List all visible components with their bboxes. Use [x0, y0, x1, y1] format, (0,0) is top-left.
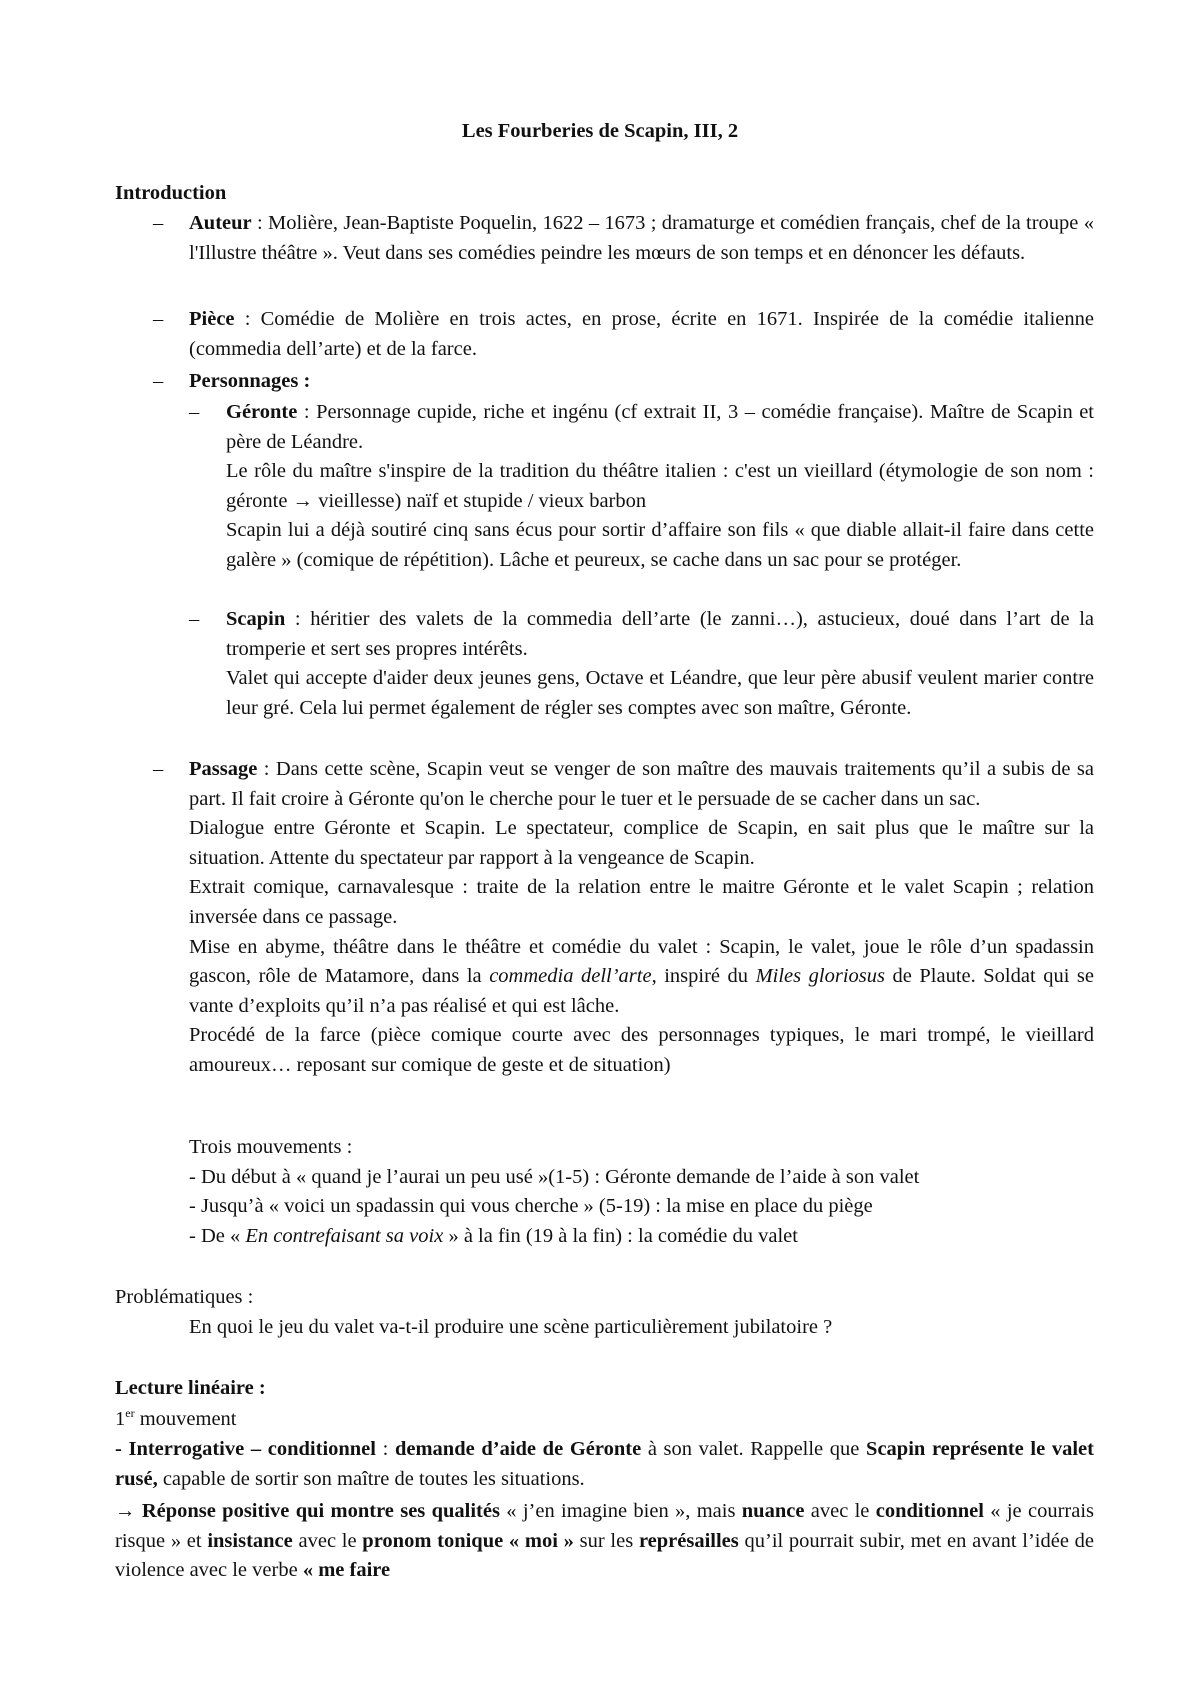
mouvements-heading: Trois mouvements : [189, 1136, 353, 1158]
auteur-item [189, 209, 1094, 268]
problematique-question: En quoi le jeu du valet va-t-il produire une scène particulièrement jubilatoire ? [189, 1316, 833, 1338]
passage-item [189, 755, 1094, 1081]
geronte-p1 [226, 398, 1094, 457]
page-title: Les Fourberies de Scapin, III, 2 [461, 120, 739, 142]
bullet-dash: – [189, 401, 200, 423]
mouvements-block [189, 1133, 1094, 1251]
auteur-label: Auteur [189, 212, 252, 234]
scapin-item [226, 605, 1094, 723]
geronte-p3: Scapin lui a déjà soutiré cinq sans écus pour sortir d’affaire son fils « que diable allait-il faire dans cette galère » (comique de répétition). Lâche et peureux, se cache dans un sac pour se protéger. [226, 519, 1094, 571]
piece-label: Pièce [189, 308, 235, 330]
introduction-heading: Introduction [115, 182, 227, 204]
passage-p4: Mise en abyme, théâtre dans le théâtre et comédie du valet : Scapin, le valet, joue le rôle d’un spadassin gascon, rôle de Matamore, dans la commedia dell’arte, inspiré du Miles gloriosus de Plaute. Soldat qui se vante d’exploits qu’il n’a pas réalisé et qui est lâche. [189, 935, 1095, 1017]
passage-p5: Procédé de la farce (pièce comique courte avec des personnages typiques, le mari trompé, le vieillard amoureux… reposant sur comique de geste et de situation) [189, 1024, 1094, 1076]
bullet-dash: – [153, 212, 164, 234]
passage-p1 [189, 755, 1094, 814]
geronte-label: Géronte [226, 401, 298, 423]
scapin-p1 [226, 605, 1094, 664]
bullet-dash: – [153, 758, 164, 780]
geronte-item [226, 398, 1094, 576]
scapin-text: : héritier des valets de la commedia dell’arte (le zanni…), astucieux, doué dans l’art de la tromperie et sert ses propres intérêts. [226, 608, 1094, 660]
auteur-text: : Molière, Jean-Baptiste Poquelin, 1622 – 1673 ; dramaturge et comédien français, chef de la troupe « l'Illustre théâtre ». Veut dans ses comédies peindre les mœurs de son temps et en dénoncer les défauts. [189, 212, 1094, 264]
geronte-text: : Personnage cupide, riche et ingénu (cf extrait II, 3 – comédie française). Maître de Scapin et père de Léandre. [226, 401, 1094, 453]
passage-p2: Dialogue entre Géronte et Scapin. Le spectateur, complice de Scapin, en sait plus que le maître sur la situation. Attente du spectateur par rapport à la vengeance de Scapin. [189, 817, 1094, 869]
bullet-dash: – [153, 370, 164, 392]
bullet-dash: – [153, 308, 164, 330]
lecture-paragraph-2: → Réponse positive qui montre ses qualités « j’en imagine bien », mais nuance avec le conditionnel « je courrais risque » et insistance avec le pronom tonique « moi » sur les représailles qu’il pourrait subir, met en avant l’idée de violence avec le verbe « me faire [115, 1500, 1094, 1582]
personnages-label: Personnages : [189, 370, 311, 392]
passage-text: : Dans cette scène, Scapin veut se venger de son maître des mauvais traitements qu’il a subis de sa part. Il fait croire à Géronte qu'on le cherche pour le tuer et le persuade de se cacher dans un sac. [189, 758, 1094, 810]
lecture-paragraph-1: - Interrogative – conditionnel : demande d’aide de Géronte à son valet. Rappelle que Scapin représente le valet rusé, capable de sortir son maître de toutes les situations. [115, 1438, 1094, 1490]
lecture-heading: Lecture linéaire : [115, 1377, 266, 1399]
bullet-dash: – [189, 608, 200, 630]
mouvement-2: - Jusqu’à « voici un spadassin qui vous cherche » (5-19) : la mise en place du piège [189, 1195, 873, 1218]
passage-p3: Extrait comique, carnavalesque : traite de la relation entre le maitre Géronte et le valet Scapin ; relation inversée dans ce passage. [189, 876, 1094, 928]
passage-label: Passage [189, 758, 258, 780]
problematiques-heading: Problématiques : [115, 1286, 254, 1308]
piece-text: : Comédie de Molière en trois actes, en prose, écrite en 1671. Inspirée de la comédie italienne (commedia dell’arte) et de la farce. [189, 308, 1094, 360]
scapin-p2: Valet qui accepte d'aider deux jeunes gens, Octave et Léandre, que leur père abusif veulent marier contre leur gré. Cela lui permet également de régler ses comptes avec son maître, Géronte. [226, 667, 1094, 719]
piece-item [189, 305, 1094, 364]
mouvement-3: - De « En contrefaisant sa voix » à la fin (19 à la fin) : la comédie du valet [189, 1224, 798, 1247]
geronte-p2: Le rôle du maître s'inspire de la tradition du théâtre italien : c'est un vieillard (étymologie de son nom : géronte → vieillesse) naïf et stupide / vieux barbon [226, 460, 1094, 512]
mouvement-subheading: 1er mouvement [115, 1406, 237, 1430]
mouvement-1: - Du début à « quand je l’aurai un peu usé »(1-5) : Géronte demande de l’aide à son valet [189, 1165, 920, 1188]
scapin-label: Scapin [226, 608, 286, 630]
